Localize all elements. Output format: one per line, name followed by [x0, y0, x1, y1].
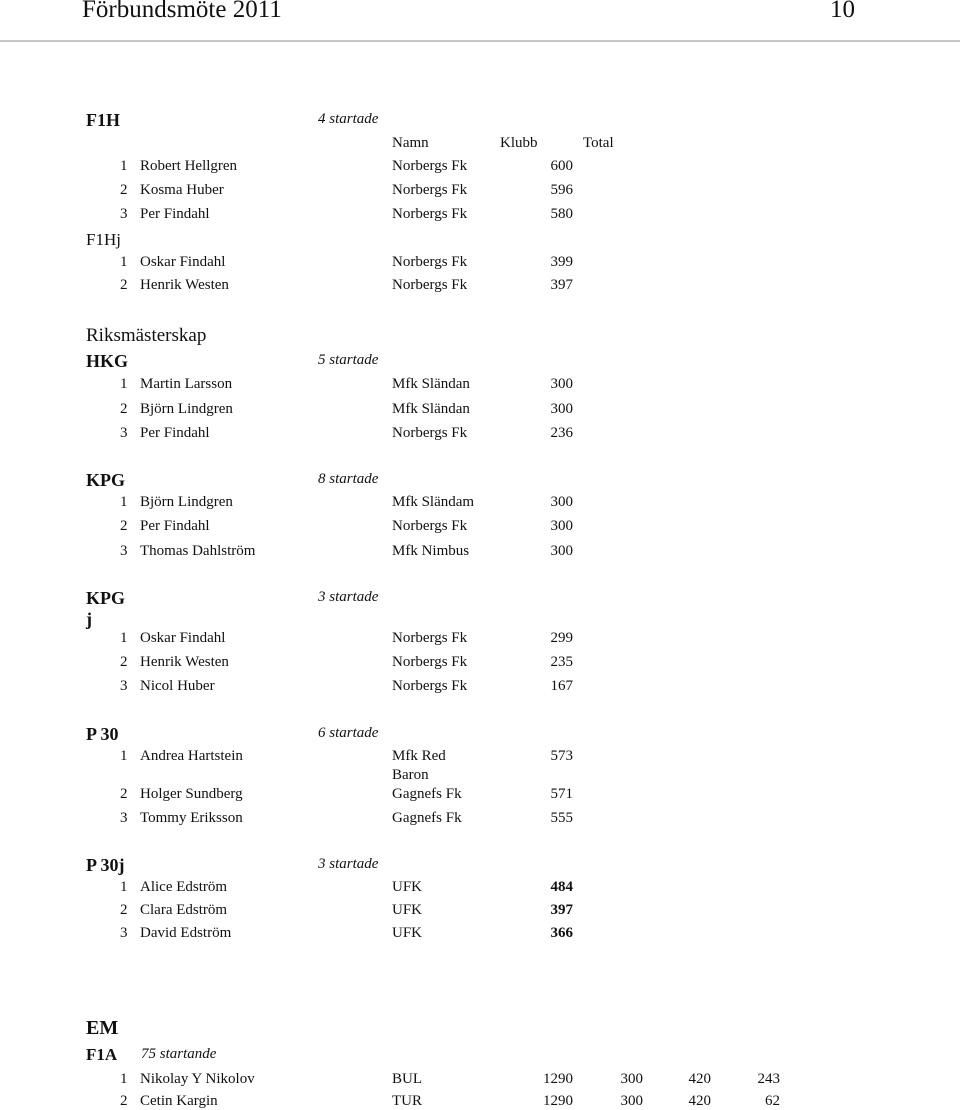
result-club: Norbergs Fk — [392, 182, 468, 198]
result-score: 600 — [550, 158, 573, 174]
category-kpgj-line2: j — [86, 609, 92, 629]
result-place: 1 — [120, 630, 128, 646]
result-round: 420 — [688, 1071, 711, 1087]
result-place: 3 — [120, 925, 128, 941]
result-club: UFK — [392, 902, 423, 918]
result-club: Norbergs Fk — [392, 425, 468, 441]
result-score: 580 — [550, 206, 573, 222]
category-f1h: F1H — [86, 110, 120, 130]
result-total: 1290 — [543, 1093, 573, 1109]
result-place: 1 — [120, 494, 128, 510]
result-name: Henrik Westen — [140, 277, 229, 293]
result-club: Gagnefs Fk — [392, 810, 462, 826]
result-name: Per Findahl — [140, 206, 210, 222]
result-name: Oskar Findahl — [140, 254, 226, 270]
result-score: 555 — [550, 810, 573, 826]
result-place: 2 — [120, 1093, 128, 1109]
result-place: 2 — [120, 786, 128, 802]
page-title: Förbundsmöte 2011 — [82, 0, 282, 23]
result-club: Mfk Nimbus — [392, 543, 470, 559]
result-round: 420 — [688, 1093, 711, 1109]
result-club: Gagnefs Fk — [392, 786, 462, 802]
header-divider — [0, 40, 960, 42]
result-name: Alice Edström — [140, 879, 228, 895]
result-place: 2 — [120, 902, 128, 918]
result-total: 1290 — [543, 1071, 573, 1087]
category-kpg: KPG — [86, 470, 125, 490]
started-count-kpgj: 3 startade — [318, 589, 379, 605]
result-club: UFK — [392, 879, 423, 895]
section-title-riksmasterskap: Riksmästerskap — [86, 325, 207, 346]
result-name: Per Findahl — [140, 518, 210, 534]
started-count-f1h: 4 startade — [318, 111, 379, 127]
result-score: 300 — [550, 401, 573, 417]
result-round: 300 — [620, 1093, 643, 1109]
result-club: UFK — [392, 925, 423, 941]
result-club-line2: Baron — [392, 767, 429, 783]
result-name: Robert Hellgren — [140, 158, 238, 174]
category-p30j: P 30j — [86, 855, 125, 875]
result-place: 2 — [120, 277, 128, 293]
result-score: 571 — [550, 786, 573, 802]
result-place: 1 — [120, 158, 128, 174]
result-name: Per Findahl — [140, 425, 210, 441]
result-name: Cetin Kargin — [140, 1093, 218, 1109]
result-score: 596 — [550, 182, 573, 198]
result-club: Norbergs Fk — [392, 277, 468, 293]
result-round: 62 — [765, 1093, 780, 1109]
result-club: Norbergs Fk — [392, 158, 468, 174]
result-score: 397 — [550, 902, 573, 918]
result-score: 397 — [550, 277, 573, 293]
result-place: 1 — [120, 254, 128, 270]
result-club: Mfk Sländam — [392, 494, 475, 510]
result-score: 366 — [550, 925, 573, 941]
result-place: 2 — [120, 182, 128, 198]
started-count-hkg: 5 startade — [318, 352, 379, 368]
column-header-club: Klubb — [500, 135, 538, 151]
result-club: Norbergs Fk — [392, 254, 468, 270]
result-place: 3 — [120, 678, 128, 694]
result-name: Martin Larsson — [140, 376, 233, 392]
result-place: 1 — [120, 879, 128, 895]
result-name: Nicol Huber — [140, 678, 215, 694]
result-place: 3 — [120, 425, 128, 441]
result-place: 3 — [120, 206, 128, 222]
result-place: 2 — [120, 518, 128, 534]
result-name: Tommy Eriksson — [140, 810, 243, 826]
result-place: 2 — [120, 654, 128, 670]
result-club: Norbergs Fk — [392, 654, 468, 670]
result-name: David Edström — [140, 925, 232, 941]
result-name: Clara Edström — [140, 902, 228, 918]
result-name: Björn Lindgren — [140, 494, 233, 510]
result-place: 2 — [120, 401, 128, 417]
column-header-total: Total — [583, 135, 614, 151]
result-name: Henrik Westen — [140, 654, 229, 670]
result-club: Mfk Sländan — [392, 376, 470, 392]
result-club: Norbergs Fk — [392, 518, 468, 534]
started-count-p30j: 3 startade — [318, 856, 379, 872]
result-score: 399 — [550, 254, 573, 270]
started-count-p30: 6 startade — [318, 725, 379, 741]
result-score: 484 — [550, 879, 573, 895]
result-name: Nikolay Y Nikolov — [140, 1071, 255, 1087]
result-score: 300 — [550, 518, 573, 534]
category-f1a: F1A — [86, 1045, 118, 1064]
result-name: Thomas Dahlström — [140, 543, 256, 559]
result-round: 243 — [757, 1071, 780, 1087]
result-score: 235 — [550, 654, 573, 670]
result-score: 167 — [550, 678, 573, 694]
result-place: 1 — [120, 376, 128, 392]
result-round: 300 — [620, 1071, 643, 1087]
result-club: Norbergs Fk — [392, 630, 468, 646]
result-name: Kosma Huber — [140, 182, 224, 198]
category-f1hj: F1Hj — [86, 230, 121, 249]
result-name: Andrea Hartstein — [140, 748, 243, 764]
started-count-kpg: 8 startade — [318, 471, 379, 487]
page-number: 10 — [830, 0, 855, 23]
result-place: 3 — [120, 543, 128, 559]
result-place: 1 — [120, 748, 128, 764]
result-place: 1 — [120, 1071, 128, 1087]
category-hkg: HKG — [86, 351, 129, 371]
result-place: 3 — [120, 810, 128, 826]
result-name: Björn Lindgren — [140, 401, 233, 417]
result-name: Holger Sundberg — [140, 786, 243, 802]
result-score: 573 — [550, 748, 573, 764]
section-title-em: EM — [86, 1017, 119, 1039]
category-kpgj-line1: KPG — [86, 588, 125, 608]
result-score: 299 — [550, 630, 573, 646]
result-club: TUR — [392, 1093, 422, 1109]
result-score: 300 — [550, 494, 573, 510]
result-club: Mfk Red — [392, 748, 446, 764]
result-club: Mfk Sländan — [392, 401, 470, 417]
result-score: 236 — [550, 425, 573, 441]
result-club: BUL — [392, 1071, 422, 1087]
column-header-name: Namn — [392, 135, 429, 151]
started-count-f1a: 75 startande — [141, 1046, 217, 1062]
result-name: Oskar Findahl — [140, 630, 226, 646]
result-score: 300 — [550, 376, 573, 392]
category-p30: P 30 — [86, 724, 119, 744]
result-club: Norbergs Fk — [392, 678, 468, 694]
result-club: Norbergs Fk — [392, 206, 468, 222]
result-score: 300 — [550, 543, 573, 559]
